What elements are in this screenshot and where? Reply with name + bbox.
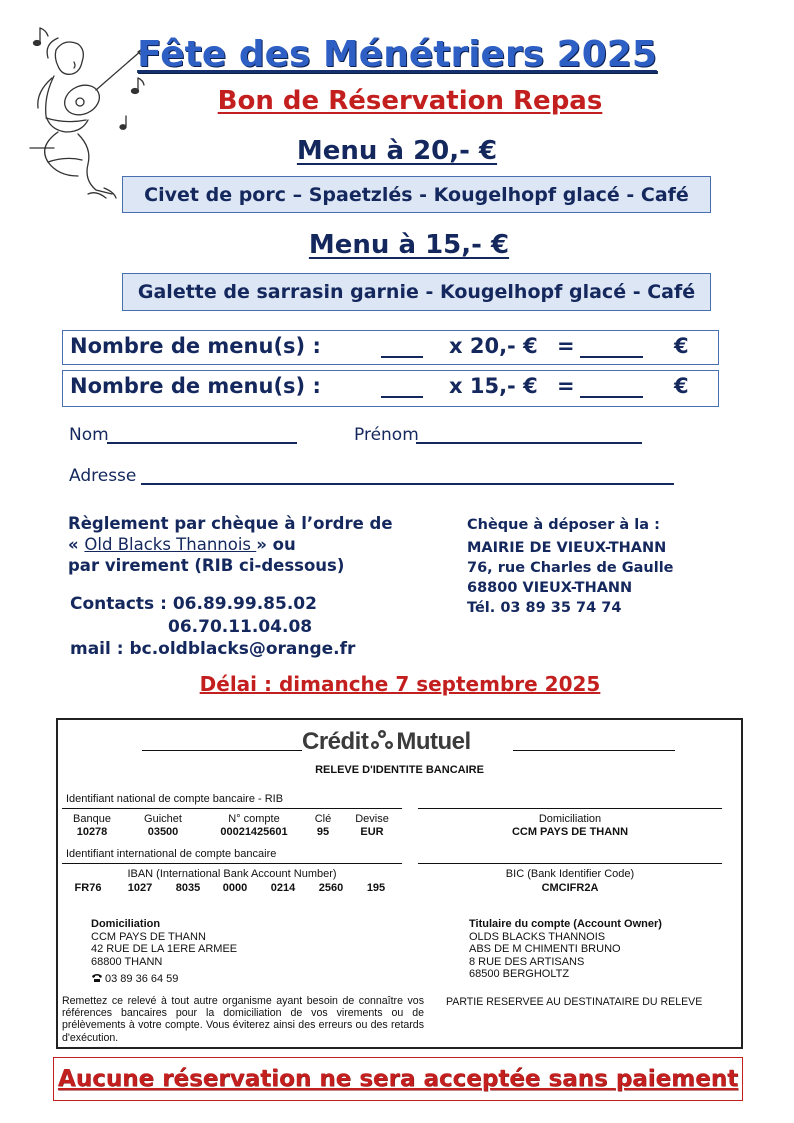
order-label: Nombre de menu(s) :	[70, 334, 321, 358]
currency-sign: €	[674, 374, 689, 398]
domiciliation-value: CCM PAYS DE THANN	[511, 826, 629, 838]
currency-sign: €	[674, 334, 689, 358]
rib-reserved: PARTIE RESERVEE AU DESTINATAIRE DU RELEVE	[446, 996, 703, 1008]
deposit-block	[467, 515, 674, 618]
quantity-blank[interactable]: ____	[381, 334, 423, 358]
quote-open: «	[68, 535, 85, 554]
rib-col-value: EUR	[360, 826, 384, 838]
dom-line: 42 RUE DE LA 1ERE ARMEE	[91, 943, 238, 955]
order-label: Nombre de menu(s) :	[70, 374, 321, 398]
rib-col-head: N° compte	[228, 813, 280, 825]
dom-heading: Domiciliation	[91, 918, 161, 930]
rib-col-value: 03500	[147, 826, 179, 838]
dom-line: 68800 THANN	[91, 955, 163, 968]
deadline: Délai : dimanche 7 septembre 2025	[199, 672, 601, 696]
iban-part: FR76	[74, 882, 102, 894]
contact-mail: mail : bc.oldblacks@orange.fr	[70, 639, 356, 659]
contacts-label: Contacts :	[70, 594, 167, 614]
equals-sign: =	[557, 334, 575, 358]
iban-part: 0000	[222, 882, 248, 894]
deposit-heading: Chèque à déposer à la :	[467, 517, 660, 533]
iban-part: 1027	[127, 882, 153, 894]
owner-line: 68500 BERGHOLTZ	[469, 968, 570, 980]
bank-logo-icon	[370, 729, 394, 758]
rib-col-head: Clé	[314, 813, 332, 825]
deposit-line-4: Tél. 03 89 35 74 74	[467, 600, 622, 616]
rib-note: Remettez ce relevé à tout autre organisme ayant besoin de connaître vos références bancaires pour la domiciliation de vos virements ou de prélèvements à votre compte. Vous éviterez ainsi des erreurs ou des retards d'exécution.	[62, 995, 424, 1044]
deposit-line-3: 68800 VIEUX-THANN	[467, 580, 633, 596]
deposit-line-1: MAIRIE DE VIEUX-THANN	[467, 540, 667, 556]
menu-15-heading: Menu à 15,- €	[308, 230, 510, 260]
unit-price: x 20,- €	[449, 334, 538, 358]
bank-logo	[302, 728, 471, 758]
payment-warning: Aucune réservation ne sera acceptée sans paiement	[53, 1057, 743, 1101]
iban-part: 8035	[175, 882, 201, 894]
page-subtitle: Bon de Réservation Repas	[217, 86, 603, 116]
iban-label: IBAN (International Bank Account Number)	[127, 868, 337, 880]
deposit-line-2: 76, rue Charles de Gaulle	[467, 560, 674, 576]
page-title: Fête des Ménétriers 2025	[137, 34, 657, 75]
dom-phone: 03 89 36 64 59	[105, 973, 179, 985]
bank-name-1: Crédit	[302, 728, 369, 755]
rib-col-value: 00021425601	[220, 826, 288, 838]
bic-label: BIC (Bank Identifier Code)	[505, 868, 635, 880]
payment-info	[68, 513, 393, 576]
owner-heading: Titulaire du compte (Account Owner)	[469, 918, 662, 930]
contact-phone-2: 06.70.11.04.08	[168, 616, 313, 637]
rib-col-value: 95	[316, 826, 330, 838]
adresse-label: Adresse	[69, 466, 137, 486]
menu-20-description: Civet de porc – Spaetzlés - Kougelhopf glacé - Café	[122, 176, 711, 213]
domiciliation-label: Domiciliation	[538, 813, 602, 825]
contact-phone-1: 06.89.99.85.02	[172, 594, 317, 614]
owner-line: 8 RUE DES ARTISANS	[469, 955, 585, 968]
dom-line: CCM PAYS DE THANN	[91, 930, 206, 943]
rib-col-value: 10278	[76, 826, 108, 838]
total-blank[interactable]: ______	[580, 334, 643, 358]
iban-part: 2560	[318, 882, 344, 894]
payment-line-3: par virement (RIB ci-dessous)	[68, 556, 345, 575]
payment-line-2	[68, 534, 393, 555]
owner-block	[469, 918, 662, 981]
quantity-blank[interactable]: ____	[381, 374, 423, 398]
total-blank[interactable]: ______	[580, 374, 643, 398]
bic-value: CMCIFR2A	[541, 882, 599, 894]
rib-col-head: Devise	[355, 813, 389, 825]
order-row-15[interactable]	[62, 370, 719, 407]
rib-title: RELEVE D'IDENTITE BANCAIRE	[315, 764, 484, 776]
nom-field[interactable]	[107, 442, 297, 444]
adresse-field[interactable]	[141, 483, 674, 485]
owner-line: OLDS BLACKS THANNOIS	[469, 930, 606, 943]
rib-col-head: Banque	[73, 813, 111, 825]
iban-part: 0214	[270, 882, 296, 894]
owner-line: ABS DE M CHIMENTI BRUNO	[469, 943, 621, 955]
intl-label: Identifiant international de compte bancaire	[66, 848, 277, 860]
rib-document	[56, 718, 743, 1049]
payee-name: Old Blacks Thannois	[84, 535, 257, 554]
phone-icon	[91, 973, 103, 987]
bank-name-2: Mutuel	[396, 728, 471, 755]
domiciliation-block	[91, 918, 237, 987]
contacts-block	[70, 593, 355, 661]
iban-part: 195	[366, 882, 386, 894]
menu-20-heading: Menu à 20,- €	[296, 136, 498, 166]
rib-col-head: Guichet	[144, 813, 182, 825]
order-row-20[interactable]	[62, 330, 719, 365]
rib-label: Identifiant national de compte bancaire - RIB	[66, 793, 284, 805]
equals-sign: =	[557, 374, 575, 398]
nom-label: Nom	[69, 425, 109, 445]
prenom-label: Prénom	[354, 425, 419, 445]
prenom-field[interactable]	[416, 442, 642, 444]
quote-close: » ou	[256, 535, 296, 554]
payment-line-1: Règlement par chèque à l’ordre de	[68, 514, 393, 533]
menu-15-description: Galette de sarrasin garnie - Kougelhopf glacé - Café	[122, 273, 711, 311]
unit-price: x 15,- €	[449, 374, 538, 398]
